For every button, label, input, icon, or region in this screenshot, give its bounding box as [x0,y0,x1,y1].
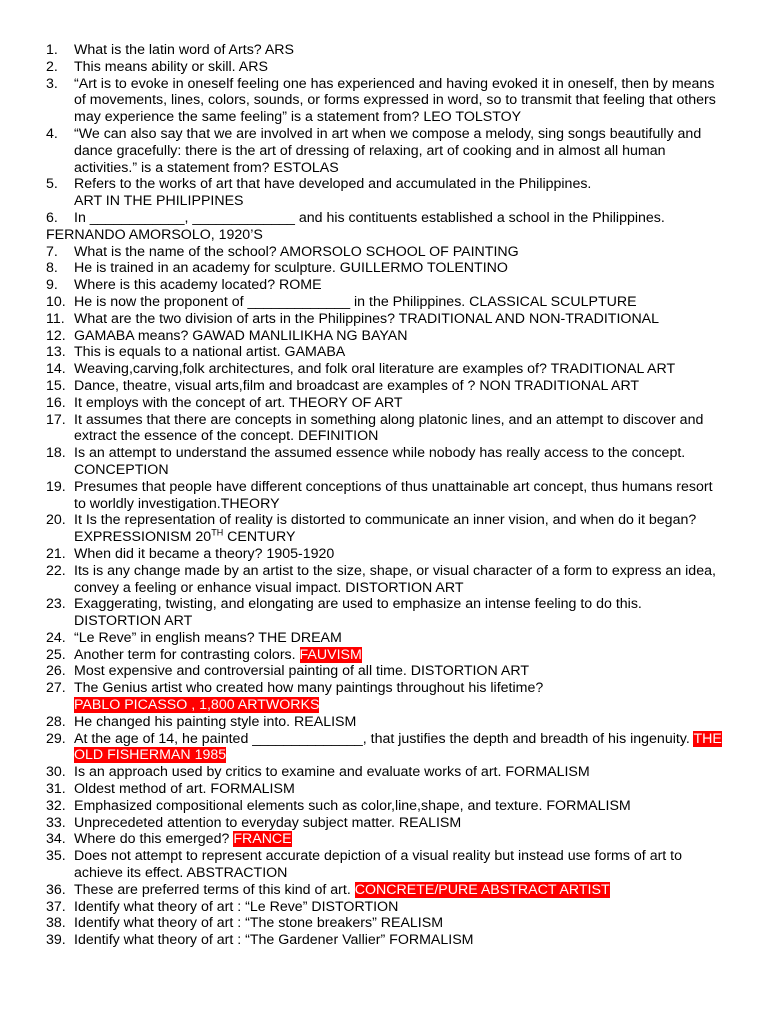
item-number: 3. [46,75,58,92]
item-text: Refers to the works of art that have developed and accumulated in the Philippines. [74,176,592,193]
item-text: The Genius artist who created how many paintings throughout his lifetime? [74,680,544,697]
list-item-22 [46,563,726,597]
item-text: When did it became a theory? 1905-1920 [74,545,335,562]
highlighted-answer: CONCRETE/PURE ABSTRACT ARTIST [354,881,610,898]
item-number: 12. [46,327,66,344]
list-item-30 [46,764,726,781]
item-number: 1. [46,42,58,58]
list-item-39 [46,932,726,949]
list-item-38 [46,915,726,932]
list-item-32 [46,798,726,815]
item-number: 16. [46,394,66,411]
item-text: Is an attempt to understand the assumed essence while nobody has really access to the concept. CONCEPTION [74,445,686,478]
list-item-6 [46,210,726,227]
item-number: 13. [46,344,66,361]
list-item-20 [46,512,726,546]
item-text: Most expensive and controversial painting of all time. DISTORTION ART [74,663,529,680]
list-item-11 [46,311,726,328]
list-item-15 [46,378,726,395]
list-item-24 [46,630,726,647]
item-text: At the age of 14, he painted ______________, that justifies the depth and breadth of his ingenuity. [74,730,694,747]
list-item-33 [46,815,726,832]
question-list [46,42,726,949]
item-text: Its is any change made by an artist to the size, shape, or visual character of a form to express an idea, convey a feeling or enhance visual impact. DISTORTION ART [74,562,716,596]
item-text: Unprecedeted attention to everyday subject matter. REALISM [74,814,462,831]
item-text: Identify what theory of art : “The Gardener Vallier” FORMALISM [74,932,474,949]
list-item-26 [46,663,726,680]
item-number: 23. [46,596,66,613]
list-item-34 [46,831,726,848]
list-item-21 [46,546,726,563]
item-text: These are preferred terms of this kind of art. [74,881,355,898]
list-item-7 [46,244,726,261]
item-text: Emphasized compositional elements such as color,line,shape, and texture. FORMALISM [74,797,631,814]
item-number: 4. [46,125,58,142]
item-text: “We can also say that we are involved in art when we compose a melody, sing songs beautifully and dance gracefully: there is the art of dressing of relaxing, art of cooking and in almost all human activities.” is a statement from? ESTOLAS [74,125,702,176]
item-text: What is the latin word of Arts? ARS [74,42,295,58]
list-item-35 [46,848,726,882]
item-number: 29. [46,730,66,747]
list-item-9 [46,277,726,294]
item-text: Dance, theatre, visual arts,film and broadcast are examples of ? NON TRADITIONAL ART [74,377,640,394]
item-number: 10. [46,293,66,310]
item-text: Is an approach used by critics to examine and evaluate works of art. FORMALISM [74,764,590,781]
highlighted-answer: FRANCE [233,831,292,848]
item-text: It Is the representation of reality is distorted to communicate an inner vision, and when do it began? EXPRESSIONISM 20 [74,512,697,546]
item-number: 9. [46,277,58,294]
item-number: 35. [46,848,66,865]
highlighted-answer: PABLO PICASSO , 1,800 ARTWORKS [74,697,320,714]
list-item-29 [46,731,726,765]
list-item-14 [46,361,726,378]
item-text: What are the two division of arts in the Philippines? TRADITIONAL AND NON-TRADITIONAL [74,310,660,327]
superscript: TH [211,527,224,538]
list-item-23 [46,596,726,630]
item-number: 7. [46,243,58,260]
list-item-13 [46,344,726,361]
item-text: What is the name of the school? AMORSOLO SCHOOL OF PAINTING [74,243,519,260]
list-item-3 [46,76,726,126]
list-item-12 [46,328,726,345]
item-number: 36. [46,881,66,898]
item-number: 34. [46,831,66,848]
list-item-16 [46,395,726,412]
item-text: GAMABA means? GAWAD MANLILIKHA NG BAYAN [74,327,408,344]
item-text: Identify what theory of art : “Le Reve” DISTORTION [74,898,399,915]
item-text: In ____________, _____________ and his contituents established a school in the Philippines. [74,209,665,226]
item-text: Where do this emerged? [74,831,234,848]
item-number: 38. [46,915,66,932]
list-item-2 [46,59,726,76]
item-number: 26. [46,663,66,680]
item-text: Oldest method of art. FORMALISM [74,781,295,798]
item-number: 22. [46,562,66,579]
item-number: 8. [46,260,58,277]
item-number: 5. [46,176,58,193]
item-number: 14. [46,361,66,378]
item-text: Exaggerating, twisting, and elongating are used to emphasize an intense feeling to do this. DISTORTION ART [74,596,642,630]
list-item-4 [46,126,726,176]
item-number: 21. [46,545,66,562]
item-text: This is equals to a national artist. GAMABA [74,344,346,361]
item-number: 19. [46,478,66,495]
item-number: 39. [46,932,66,949]
item-number: 6. [46,209,58,226]
item-text: “Le Reve” in english means? THE DREAM [74,629,342,646]
item-text: Identify what theory of art : “The stone breakers” REALISM [74,915,444,932]
item-number: 28. [46,713,66,730]
highlighted-answer: THE OLD FISHERMAN 1985 [74,730,722,764]
list-item-28 [46,714,726,731]
item-number: 33. [46,814,66,831]
item-text: Does not attempt to represent accurate depiction of a visual reality but instead use forms of art to achieve its effect. ABSTRACTION [74,848,683,882]
item-number: 11. [46,310,65,327]
item-number: 15. [46,377,66,394]
list-item-10 [46,294,726,311]
item-number: 37. [46,898,66,915]
item-number: 24. [46,629,66,646]
item-text: It employs with the concept of art. THEORY OF ART [74,394,403,411]
item-text: He is now the proponent of _____________ in the Philippines. CLASSICAL SCULPTURE [74,293,637,310]
list-item-18 [46,445,726,479]
highlighted-answer: FAUVISM [299,646,362,663]
item-text: Where is this academy located? ROME [74,277,322,294]
answer-line-5: ART IN THE PHILIPPINES [74,193,244,210]
item-number: 27. [46,680,66,697]
item-text: He changed his painting style into. REALISM [74,713,357,730]
item-number: 31. [46,781,66,798]
list-item-37 [46,899,726,916]
item-text: “Art is to evoke in oneself feeling one has experienced and having evoked it in oneself, then by means of movements, lines, colors, sounds, or forms expressed in word, so to transmit that feeling that others may experience the same feeling” is a statement from? LEO TOLSTOY [74,75,716,126]
item-text: He is trained in an academy for sculpture. GUILLERMO TOLENTINO [74,260,508,277]
list-item-1 [46,42,726,59]
item-number: 2. [46,58,58,75]
item-text: Presumes that people have different conceptions of thus unattainable art concept, thus humans resort to worldly investigation.THEORY [74,478,713,512]
item-number: 30. [46,764,66,781]
list-item-5 [46,176,726,193]
item-text: Another term for contrasting colors. [74,646,300,663]
item-number: 17. [46,411,66,428]
list-item-36 [46,882,726,899]
item-number: 25. [46,646,66,663]
list-item-19 [46,479,726,513]
list-item-25 [46,647,726,664]
answer-line-6: FERNANDO AMORSOLO, 1920’S [46,226,263,243]
item-text: Weaving,carving,folk architectures, and folk oral literature are examples of? TRADITIONAL ART [74,361,676,378]
item-number: 20. [46,512,66,529]
list-item-8 [46,260,726,277]
item-number: 32. [46,797,66,814]
item-text-tail: CENTURY [223,529,296,546]
item-text: It assumes that there are concepts in something along platonic lines, and an attempt to discover and extract the essence of the concept. DEFINITION [74,411,704,445]
list-item-31 [46,781,726,798]
list-item-27 [46,680,726,714]
item-number: 18. [46,445,66,462]
list-item-17 [46,412,726,446]
item-text: This means ability or skill. ARS [74,58,268,75]
